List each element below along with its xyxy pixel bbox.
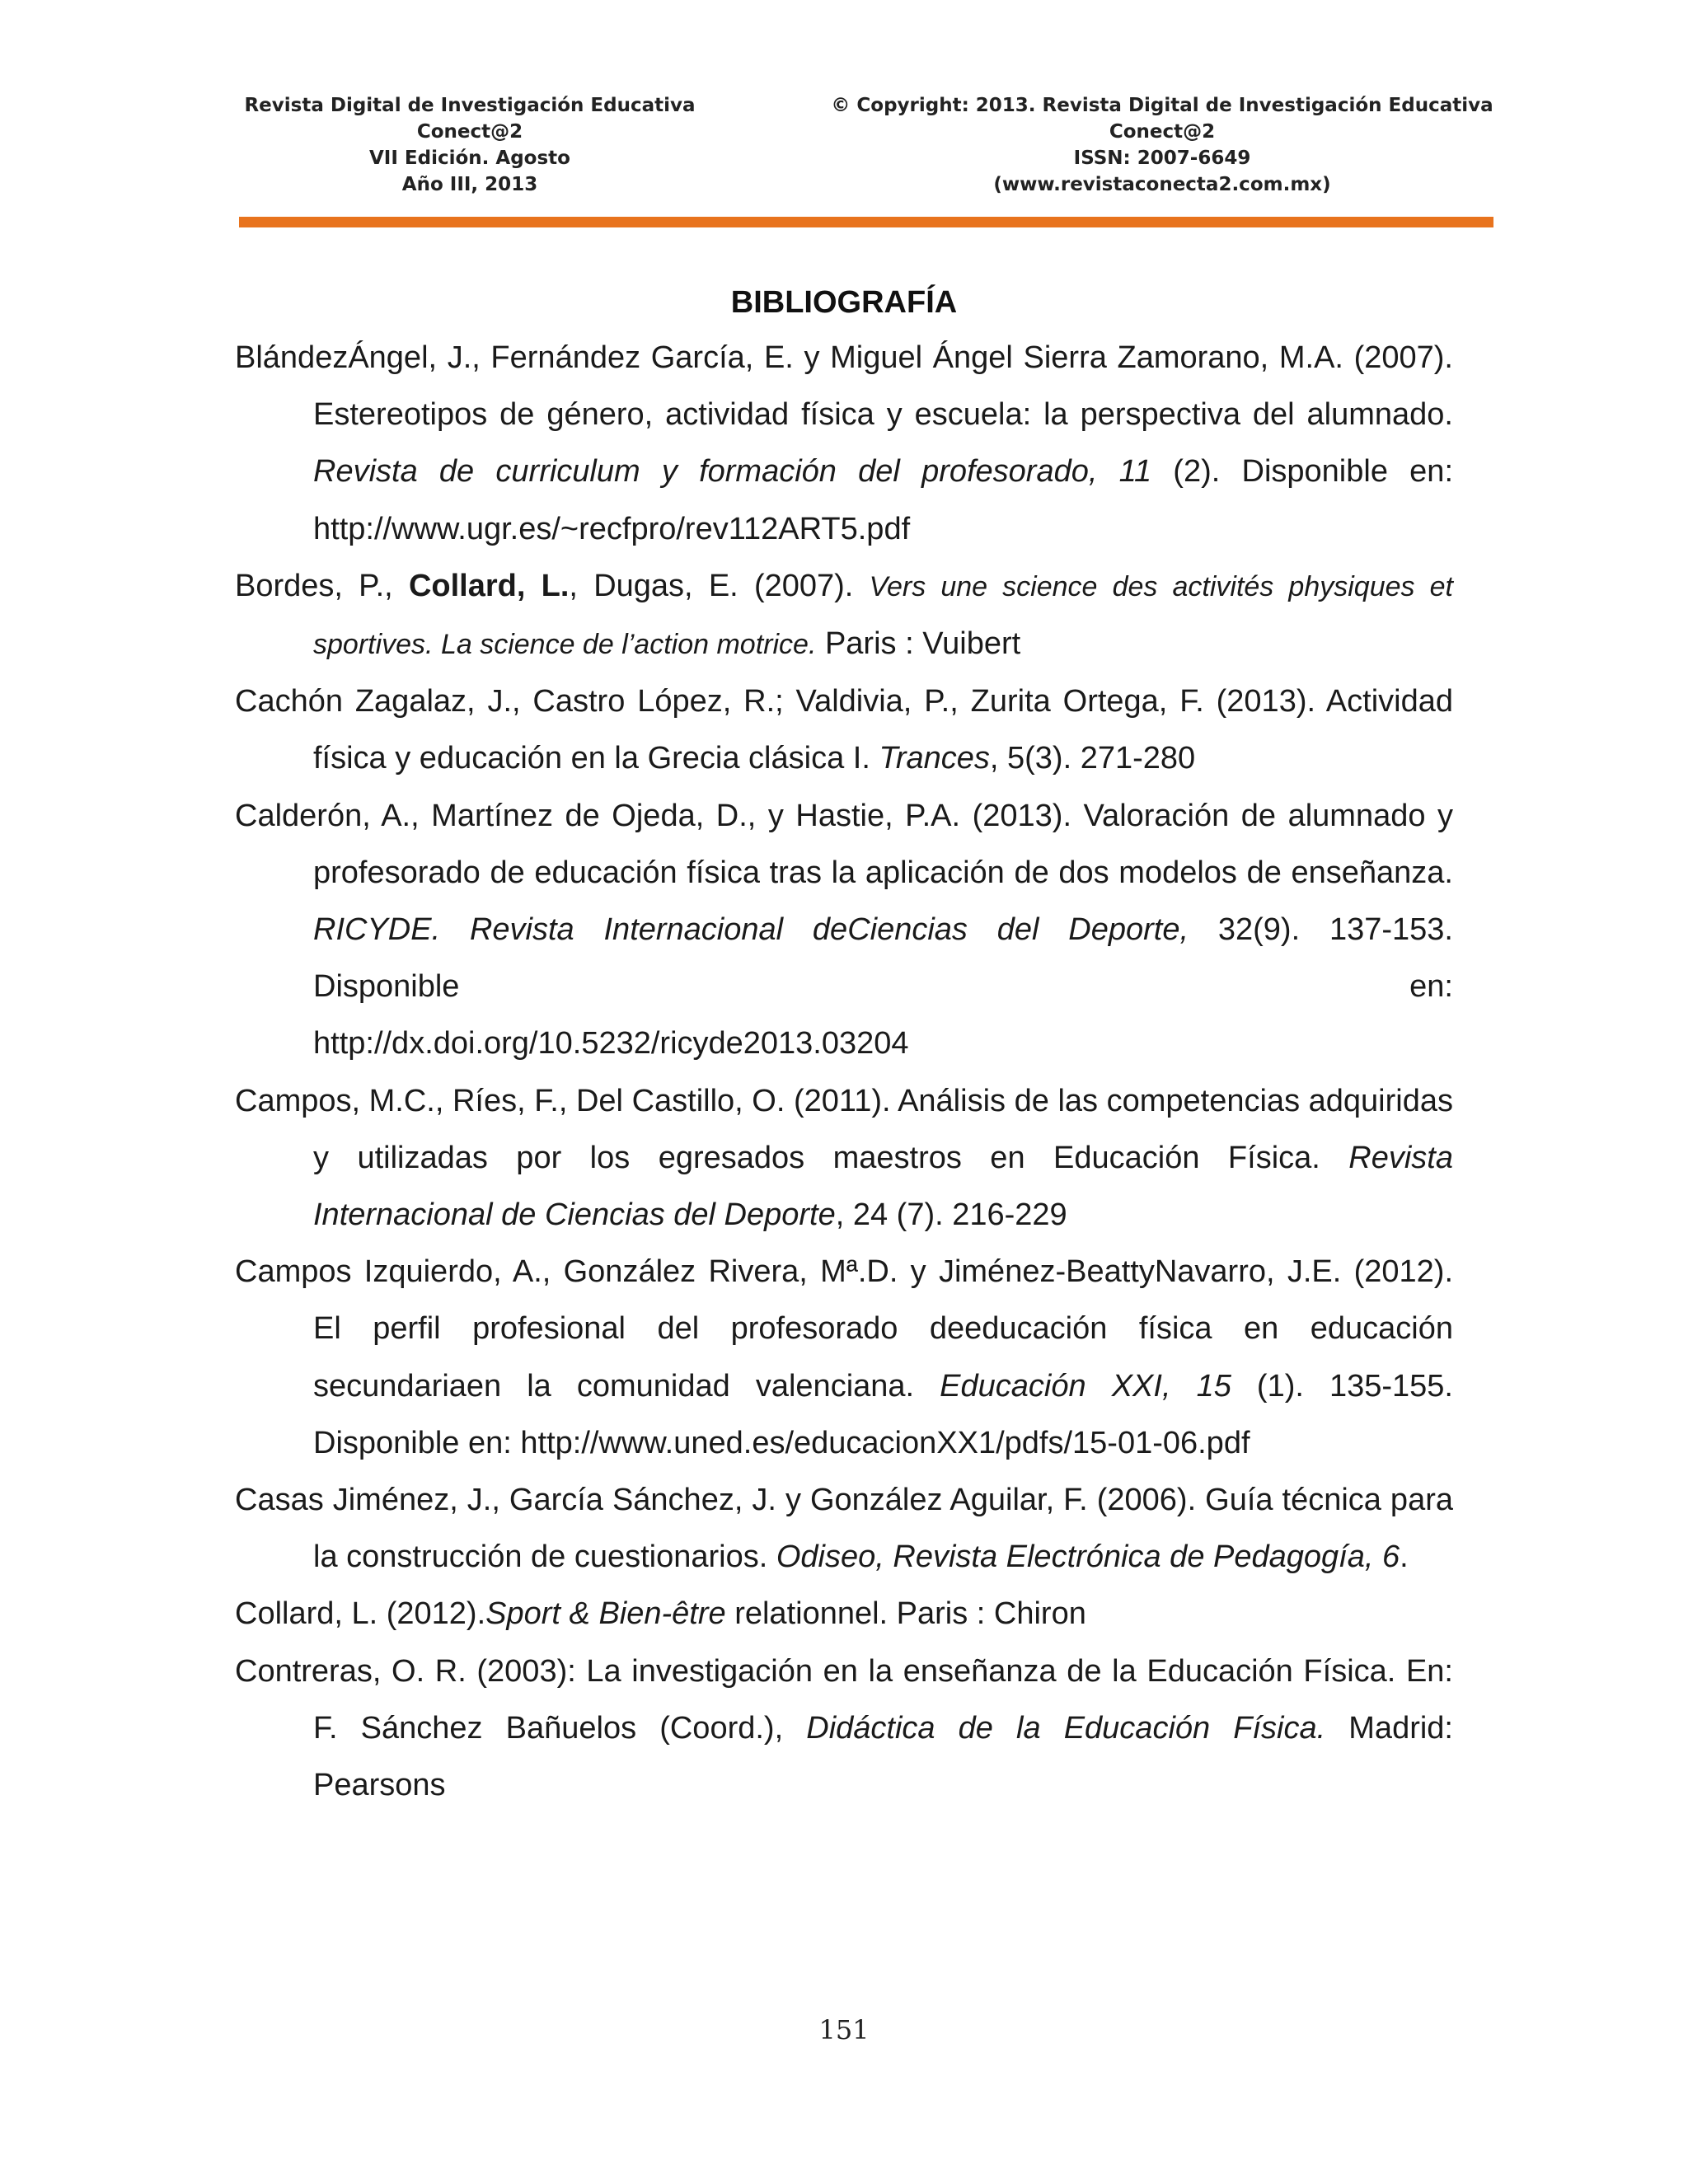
reference-text: Bordes, P.,	[235, 568, 409, 603]
reference-item	[235, 558, 1453, 673]
reference-source: Educación XXI, 15	[940, 1368, 1231, 1404]
reference-text: Campos Izquierdo, A., González Rivera, Mª.D. y Jiménez-BeattyNavarro, J.E. (2012). El perfil profesional del profesorado deeducación física en educación secundariaen la comunidad valenciana.	[235, 1254, 1453, 1404]
issn: ISSN: 2007-6649	[1073, 148, 1251, 169]
reference-source: Trances	[879, 741, 990, 776]
reference-source: Didáctica de la Educación Física.	[806, 1710, 1326, 1746]
reference-source: Revista Internacional de Ciencias del Deporte	[313, 1140, 1453, 1233]
reference-source: Odiseo, Revista Electrónica de Pedagogía, 6	[776, 1540, 1400, 1575]
reference-item	[235, 1073, 1453, 1244]
reference-text: .	[1400, 1540, 1409, 1575]
journal-url: (www.revistaconecta2.com.mx)	[993, 174, 1331, 195]
year: Año III, 2013	[401, 174, 538, 195]
reference-text: , 24 (7). 216-229	[835, 1197, 1067, 1233]
reference-list	[235, 330, 1453, 1814]
reference-text: Collard, L. (2012).	[235, 1596, 486, 1632]
reference-text: Campos, M.C., Ríes, F., Del Castillo, O. (2011). Análisis de las competencias adquiridas y utilizadas por los egresados maestros en Educación Física.	[235, 1083, 1453, 1175]
reference-text: , Dugas, E. (2007).	[569, 568, 870, 603]
reference-text: BlándezÁngel, J., Fernández García, E. y Miguel Ángel Sierra Zamorano, M.A. (2007). Estereotipos de género, actividad física y escuela: la perspectiva del alumnado.	[235, 340, 1453, 433]
reference-source: Revista de curriculum y formación del profesorado, 11	[313, 454, 1152, 490]
journal-header-left	[239, 92, 701, 198]
journal-header-right	[816, 92, 1508, 198]
reference-item	[235, 1586, 1453, 1643]
reference-item	[235, 1244, 1453, 1472]
section-title: BIBLIOGRAFÍA	[730, 285, 958, 320]
copyright: © Copyright: 2013. Revista Digital de Investigación Educativa	[831, 95, 1493, 116]
reference-item	[235, 788, 1453, 1073]
reference-highlight-author: Collard, L.	[408, 568, 570, 603]
journal-name: Revista Digital de Investigación Educativa	[244, 95, 696, 116]
reference-text: Contreras, O. R. (2003): La investigación en la enseñanza de la Educación Física. En: F. Sánchez Bañuelos (Coord.),	[235, 1653, 1453, 1746]
reference-source: Sport & Bien-être	[485, 1596, 726, 1632]
reference-text: 32(9). 137-153. Disponible en:	[313, 912, 1453, 1005]
reference-text: Calderón, A., Martínez de Ojeda, D., y Hastie, P.A. (2013). Valoración de alumnado y profesorado de educación física tras la aplicación de dos modelos de enseñanza.	[235, 798, 1453, 890]
reference-item	[235, 1472, 1453, 1586]
reference-text: relationnel	[725, 1596, 879, 1632]
reference-text: . Paris : Chiron	[879, 1596, 1086, 1632]
edition: VII Edición. Agosto	[369, 148, 570, 169]
reference-text: (1). 135-155. Disponible en: http://www.uned.es/educacionXX1/pdfs/15-01-06.pdf	[313, 1368, 1453, 1460]
reference-item	[235, 1643, 1453, 1815]
reference-text: , 5(3). 271-280	[989, 741, 1196, 776]
journal-short-name: Conect@2	[416, 121, 523, 143]
journal-short-name-right: Conect@2	[1109, 121, 1216, 143]
reference-item	[235, 673, 1453, 787]
reference-text: Paris : Vuibert	[816, 626, 1021, 662]
page-number: 151	[818, 2014, 870, 2046]
reference-text: Madrid: Pearsons	[313, 1710, 1453, 1803]
reference-url: http://dx.doi.org/10.5232/ricyde2013.03204	[313, 1026, 909, 1062]
reference-item	[235, 330, 1453, 558]
reference-text: (2). Disponible en: http://www.ugr.es/~recfpro/rev112ART5.pdf	[313, 454, 1453, 546]
reference-text: Cachón Zagalaz, J., Castro López, R.; Valdivia, P., Zurita Ortega, F. (2013). Actividad física y educación en la Grecia clásica I.	[235, 684, 1453, 776]
reference-source: RICYDE. Revista Internacional deCiencias del Deporte,	[313, 912, 1189, 948]
reference-source: Vers une science des activités physiques et sportives. La science de l’action motrice.	[313, 570, 1453, 661]
reference-text: Casas Jiménez, J., García Sánchez, J. y González Aguilar, F. (2006). Guía técnica para la construcción de cuestionarios.	[235, 1483, 1453, 1575]
header-divider	[239, 217, 1493, 227]
